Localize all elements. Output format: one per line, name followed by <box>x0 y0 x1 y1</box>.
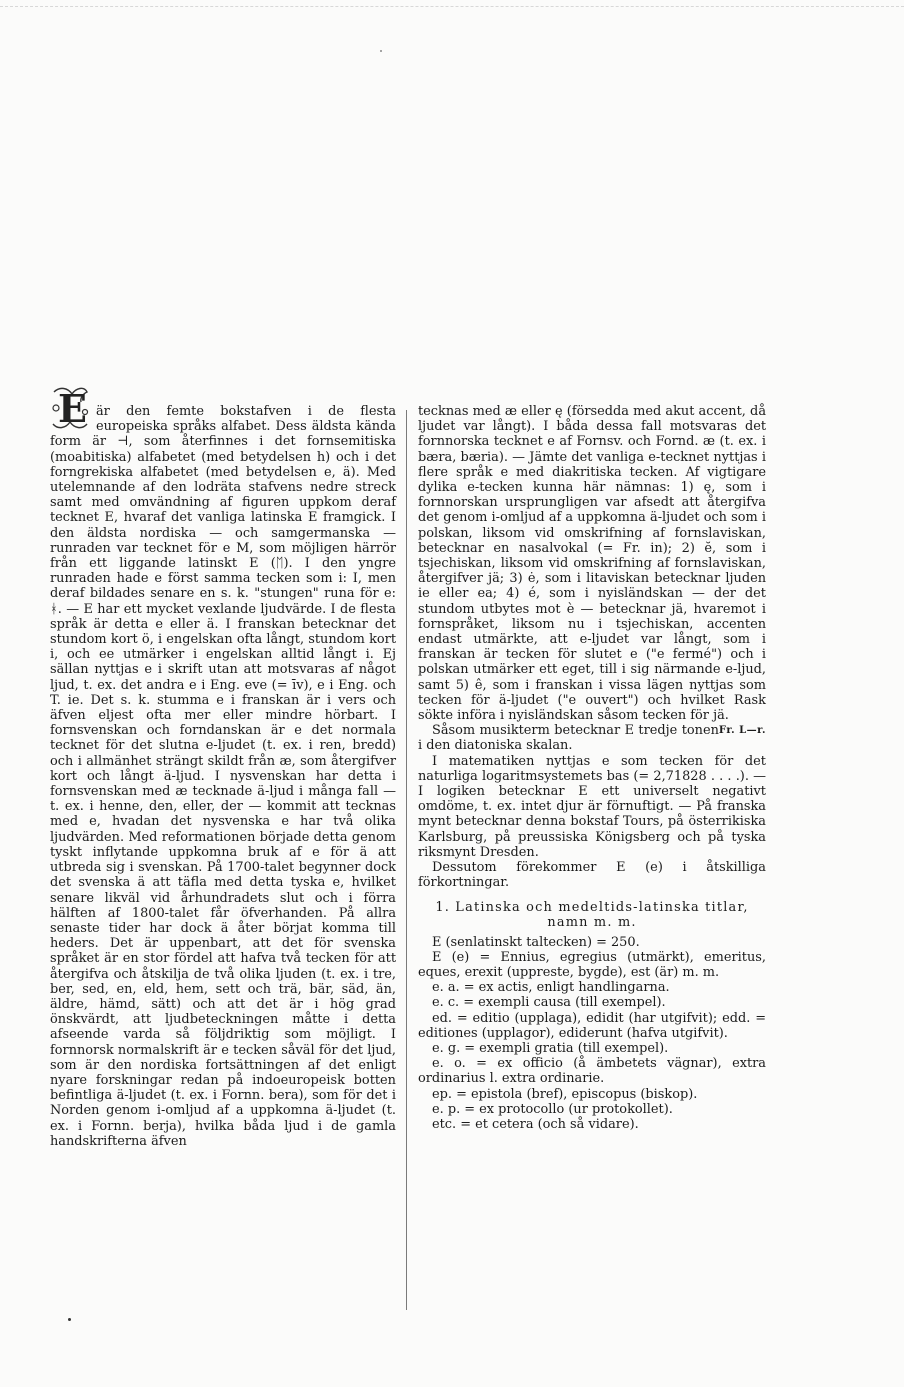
initial-letter: E <box>58 386 87 431</box>
continuation-paragraph <box>418 404 766 737</box>
intro-paragraph <box>50 386 396 1149</box>
abbreviation-entry: E (senlatinskt taltecken) = 250. <box>432 934 640 950</box>
music-paragraph: Såsom musikterm betecknar E tredje tonen i den diatoniska skalan. <box>418 723 719 754</box>
continuation-text: tecknas med æ eller ę (försedda med akut accent, då ljudet var långt). I båda dessa fall motsvaras det fornnorska tecknet e af Fornsv. och Fornd. æ (t. ex. i bæra, bæria). — Jämte det vanliga e-tecknet nyttjas i flere språk e med diakritiska tecken. Af vigtigare dylika e-tecken kunna här nämnas: 1) ę, som i fornnorskan ursprungligen var afsedt att återgifva det genom i-omljud af a uppkomna ä-ljudet och som i polskan, liksom vid omskrifning af fornslaviskan, betecknar en nasalvokal (= Fr. in); 2) ĕ, som i tsjechiskan, liksom vid omskrifning af fornslaviskan, återgifver jä; 3) ė, som i litaviskan betecknar ljuden ie eller ea; 4) é, som i nyisländskan — der det stundom utbytes mot è — betecknar jä, hvaremot i fornspråket, liksom nu i tsjechiskan, accenten endast utmärkte, att e-ljudet var långt, som i franskan är tecken för slutet e ("e fermé") och i polskan utmärker ett eget, till i sig närmande e-ljud, samt 5) ê, som i franskan i vissa lägen nyttjas som tecken för ä-ljudet ("e ouvert") och hvilket Rask sökte införa i nyisländskan såsom tecken för jä. <box>418 404 766 724</box>
abbreviation-entry: e. p. = ex protocollo (ur protokollet). <box>432 1101 673 1117</box>
abbreviation-entry: e. o. = ex officio (å ämbetets vägnar), extra ordinarius l. extra ordinarie. <box>418 1056 766 1087</box>
column-divider <box>406 410 407 1310</box>
abbreviations-intro: Dessutom förekommer E (e) i åtskilliga förkortningar. <box>418 860 766 891</box>
abbreviation-entry: ed. = editio (upplaga), edidit (har utgifvit); edd. = editiones (upplagor), ediderunt (hafva utgifvit). <box>418 1010 766 1041</box>
left-column <box>50 386 396 1149</box>
ink-speck <box>380 50 382 52</box>
top-rule <box>0 6 904 8</box>
abbreviation-entry: etc. = et cetera (och så vidare). <box>432 1116 639 1132</box>
section-heading: 1. Latinska och medeltids-latinska titlar, namn m. m. <box>435 899 749 930</box>
abbreviation-entry: E (e) = Ennius, egregius (utmärkt), emeritus, eques, erexit (uppreste, bygde), est (är) m. m. <box>418 949 766 980</box>
abbreviation-entry: ep. = epistola (bref), episcopus (biskop). <box>432 1086 698 1102</box>
abbreviation-entry: e. a. = ex actis, enligt handlingarna. <box>432 980 670 996</box>
right-column <box>418 404 766 1132</box>
ink-speck <box>68 1318 71 1321</box>
math-paragraph: I matematiken nyttjas e som tecken för det naturliga logaritmsystemets bas (= 2,71828 . . . .). — I logiken betecknar E ett universelt negativt omdöme, t. ex. intet djur är förnuftigt. — På franska mynt betecknar denna bokstaf Tours, på österrikiska Karlsburg, på preussiska Königsberg och på tyska riksmynt Dresden. <box>418 753 766 860</box>
abbreviation-entry: e. g. = exempli gratia (till exempel). <box>432 1040 669 1056</box>
author-signature: Fr. L—r. <box>718 725 766 737</box>
abbreviation-entry: e. c. = exempli causa (till exempel). <box>432 995 666 1011</box>
intro-text: är den femte bokstafven i de flesta europeiska språks alfabet. Dess äldsta kända form är ⊣, som återfinnes i det fornsemitiska (moabitiska) alfabetet (med betydelsen h) och i det forngrekiska alfabetet (med betydelsen e, ä). Med utelemnande af den lodräta stafvens nedre streck samt med omvändning af figuren uppkom deraf tecknet E, hvaraf det vanliga latinska E framgick. I den äldsta nordiska — och samgermanska — runraden var tecknet för e M, som möjligen härrör från ett liggande latinskt E (ᛖ). I den yngre runraden hade e först samma tecken som i: I, men deraf bildades senare en s. k. "stungen" runa för e: ᚼ. — E har ett mycket vexlande ljudvärde. I de flesta språk är detta e eller ä. I franskan betecknar det stundom kort ö, i engelskan ofta långt, stundom kort i, och ee utmärker i engelskan alltid långt i. Ej sällan nyttjas e i skrift utan att motsvaras af något ljud, t. ex. det andra e i Eng. eve (= īv), e i Eng. och T. ie. Det s. k. stumma e i franskan är i vers och äfven eljest ofta mer eller mindre hörbart. I fornsvenskan och forndanskan är e det normala tecknet för det slutna e-ljudet (t. ex. i ren, bredd) och i allmänhet strängt skildt från æ, som återgifver kort och långt ä-ljud. I nysvenskan har detta i fornsvenskan med æ tecknade ä-ljud i många fall — t. ex. i henne, den, eller, der — kommit att tecknas med e, hvadan det nysvenska e har två olika ljudvärden. Med reformationen började detta genom tyskt inflytande uppkomna bruk af e för ä att utbreda sig i svenskan. På 1700-talet begynner dock det svenska ä att täfla med detta tyska e, hvilket senare likväl vid århundradets slut och i förra hälften af 1800-talet får öfverhanden. På allra senaste tider har dock ä åter börjat komma till heders. Det är uppenbart, att det för svenska språket är en stor fördel att hafva två tecken för att återgifva och åtskilja de två olika ljuden (t. ex. i tre, ber, sed, en, eld, hem, sett och trä, bär, säd, än, äldre, hämd, sätt) och att det är i hög grad önskvärdt, att ljudbeteckningen måtte i detta afseende varda så följdriktig som möjligt. I fornnorsk normalskrift är e tecken såväl för det ljud, som är den nordiska fortsättningen af det enligt nyare forskningar redan på indoeuropeisk botten befintliga ä-ljudet (t. ex. i Fornn. bera), som för det i Norden genom i-omljud af a uppkomna ä-ljudet (t. ex. i Fornn. berja), hvilka båda ljud i de gamla handskrifterna äfven <box>50 404 396 1149</box>
decorated-initial <box>50 386 90 430</box>
